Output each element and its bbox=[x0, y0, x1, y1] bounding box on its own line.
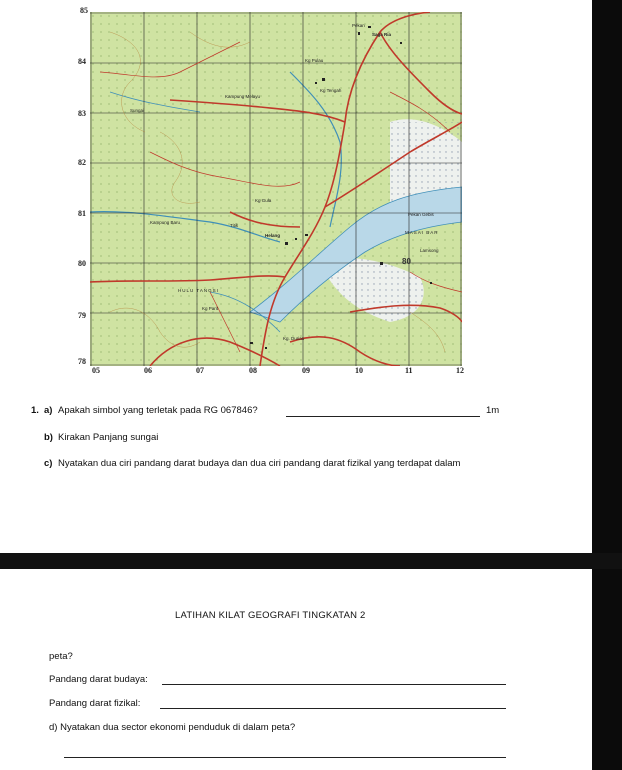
question-continuation: peta? bbox=[49, 651, 73, 662]
map-label: HULU TANGSI bbox=[178, 288, 219, 293]
question-1b-text: Kirakan Panjang sungai bbox=[58, 432, 159, 443]
question-letter: a) bbox=[44, 405, 53, 416]
map-label: Saga Ria bbox=[372, 32, 392, 37]
answer-line bbox=[160, 708, 506, 709]
grid-label-northing: 81 bbox=[78, 209, 86, 218]
map-label: Helang bbox=[265, 233, 281, 238]
grid-label-easting: 12 bbox=[456, 366, 464, 375]
question-letter: b) bbox=[44, 432, 53, 443]
map-label: Pekan Gebis bbox=[408, 212, 434, 217]
topographic-map bbox=[90, 12, 462, 366]
grid-label-northing: 78 bbox=[78, 357, 86, 366]
grid-label-easting: 11 bbox=[405, 366, 413, 375]
budaya-label: Pandang darat budaya: bbox=[49, 674, 148, 685]
page-separator bbox=[0, 553, 622, 569]
map-label: Pekan bbox=[352, 23, 365, 28]
map-label: Lamsong bbox=[420, 248, 439, 253]
answer-line bbox=[64, 757, 506, 758]
grid-label-easting: 05 bbox=[92, 366, 100, 375]
map-label: Titik bbox=[230, 223, 239, 228]
question-letter: c) bbox=[44, 458, 53, 469]
grid-label-easting: 09 bbox=[302, 366, 310, 375]
map-label: Kg Parit bbox=[202, 306, 219, 311]
fizikal-label: Pandang darat fizikal: bbox=[49, 698, 141, 709]
page-title: LATIHAN KILAT GEOGRAFI TINGKATAN 2 bbox=[175, 610, 366, 621]
question-1a-text: Apakah simbol yang terletak pada RG 067846? bbox=[58, 405, 258, 416]
answer-line bbox=[162, 684, 506, 685]
map-label: Kampung Baru bbox=[150, 220, 181, 225]
map-label: Kg Pulau bbox=[305, 58, 324, 63]
map-label: Sungai bbox=[130, 108, 145, 113]
question-number: 1. bbox=[31, 405, 39, 416]
question-d-text: d) Nyatakan dua sector ekonomi penduduk di dalam peta? bbox=[49, 722, 296, 733]
page-edge-bar bbox=[592, 0, 622, 770]
map-label: Kg Tengah bbox=[320, 88, 342, 93]
spot-height-label: 80 bbox=[402, 257, 411, 266]
map-label: MASAI BAR bbox=[405, 230, 439, 235]
grid-label-easting: 06 bbox=[144, 366, 152, 375]
grid-label-northing: 80 bbox=[78, 259, 86, 268]
grid-label-easting: 10 bbox=[355, 366, 363, 375]
grid-label-northing: 79 bbox=[78, 311, 86, 320]
grid-label-northing: 83 bbox=[78, 109, 86, 118]
grid-label-easting: 07 bbox=[196, 366, 204, 375]
map-label: Kg Gula bbox=[255, 198, 272, 203]
grid-label-northing: 82 bbox=[78, 158, 86, 167]
grid-label-northing: 85 bbox=[80, 6, 88, 15]
map-label: Kampung Melayu bbox=[225, 94, 261, 99]
grid-label-northing: 84 bbox=[78, 57, 86, 66]
map-label: Kg. Durian bbox=[283, 336, 305, 341]
question-1a-marks: 1m bbox=[486, 405, 500, 416]
question-1c-text: Nyatakan dua ciri pandang darat budaya dan dua ciri pandang darat fizikal yang terdapat dalam bbox=[58, 458, 461, 469]
answer-line bbox=[286, 416, 480, 417]
grid-label-easting: 08 bbox=[249, 366, 257, 375]
